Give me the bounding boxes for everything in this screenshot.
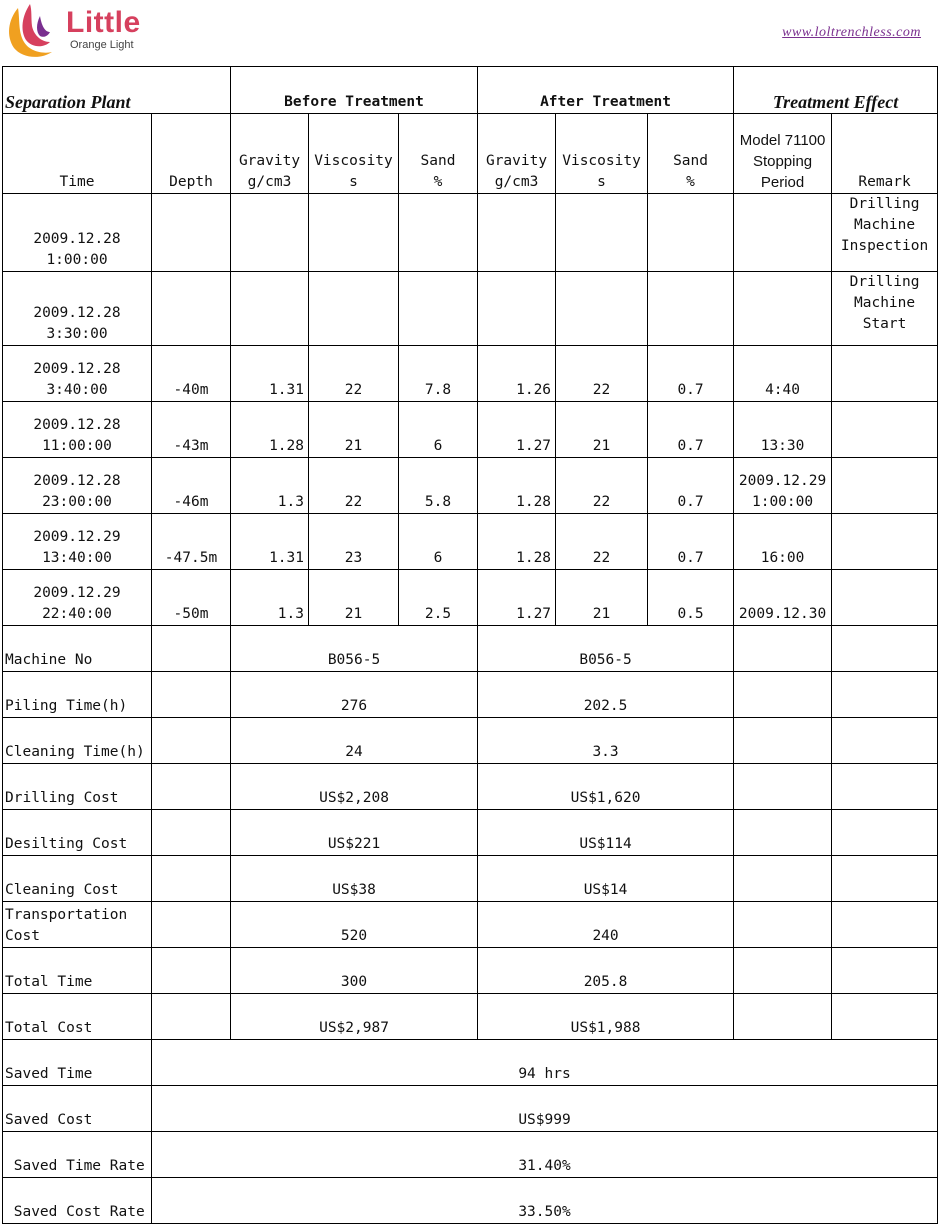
summary-label: Piling Time(h) — [3, 672, 152, 718]
summary-label: Total Time — [3, 948, 152, 994]
logo-title: Little — [66, 6, 141, 39]
after-gravity-header: Gravity g/cm3 — [478, 114, 556, 194]
after-viscosity-header: Viscosity s — [556, 114, 648, 194]
after-sand-header: Sand % — [648, 114, 734, 194]
before-gravity-cell: 1.3 — [231, 458, 309, 514]
after-sand-cell: 0.7 — [648, 402, 734, 458]
depth-cell — [152, 272, 231, 346]
before-viscosity-cell — [309, 272, 399, 346]
after-treatment-heading: After Treatment — [478, 67, 734, 114]
summary-remark-empty — [832, 948, 938, 994]
time-header: Time — [3, 114, 152, 194]
summary-stop-empty — [734, 718, 832, 764]
summary-row — [3, 994, 938, 1040]
stopping-period-header: Model 71100 Stopping Period — [734, 114, 832, 194]
savings-value: 31.40% — [152, 1132, 938, 1178]
after-gravity-cell — [478, 272, 556, 346]
before-gravity-header: Gravity g/cm3 — [231, 114, 309, 194]
summary-after-value: B056-5 — [478, 626, 734, 672]
after-viscosity-cell — [556, 272, 648, 346]
separation-plant-heading: Separation Plant — [3, 67, 231, 114]
measurement-row — [3, 346, 938, 402]
after-viscosity-cell: 21 — [556, 570, 648, 626]
summary-spacer — [152, 672, 231, 718]
treatment-effect-heading: Treatment Effect — [734, 67, 938, 114]
remark-cell — [832, 514, 938, 570]
savings-value: US$999 — [152, 1086, 938, 1132]
after-gravity-cell — [478, 194, 556, 272]
remark-cell — [832, 402, 938, 458]
summary-remark-empty — [832, 672, 938, 718]
summary-spacer — [152, 948, 231, 994]
before-gravity-cell: 1.31 — [231, 346, 309, 402]
after-gravity-cell: 1.26 — [478, 346, 556, 402]
before-sand-header: Sand % — [399, 114, 478, 194]
summary-after-value: US$114 — [478, 810, 734, 856]
summary-stop-empty — [734, 948, 832, 994]
remark-cell — [832, 570, 938, 626]
after-viscosity-cell: 21 — [556, 402, 648, 458]
time-cell: 2009.12.28 1:00:00 — [3, 194, 152, 272]
before-viscosity-header: Viscosity s — [309, 114, 399, 194]
website-link[interactable]: www.loltrenchless.com — [782, 25, 921, 40]
summary-stop-empty — [734, 902, 832, 948]
after-gravity-cell: 1.27 — [478, 402, 556, 458]
before-gravity-cell — [231, 272, 309, 346]
time-cell: 2009.12.28 11:00:00 — [3, 402, 152, 458]
remark-cell — [832, 346, 938, 402]
savings-label: Saved Cost Rate — [3, 1178, 152, 1224]
summary-spacer — [152, 764, 231, 810]
summary-remark-empty — [832, 856, 938, 902]
summary-row — [3, 718, 938, 764]
before-gravity-cell — [231, 194, 309, 272]
depth-cell: -40m — [152, 346, 231, 402]
savings-row — [3, 1040, 938, 1086]
summary-before-value: 24 — [231, 718, 478, 764]
summary-before-value: US$38 — [231, 856, 478, 902]
summary-before-value: 520 — [231, 902, 478, 948]
before-sand-cell: 6 — [399, 402, 478, 458]
after-viscosity-cell: 22 — [556, 346, 648, 402]
measurement-row — [3, 458, 938, 514]
summary-row — [3, 856, 938, 902]
summary-row — [3, 626, 938, 672]
summary-before-value: 300 — [231, 948, 478, 994]
summary-after-value: 202.5 — [478, 672, 734, 718]
before-sand-cell — [399, 272, 478, 346]
summary-stop-empty — [734, 626, 832, 672]
summary-spacer — [152, 994, 231, 1040]
summary-label: Transportation Cost — [3, 902, 152, 948]
logo-subtitle: Orange Light — [70, 39, 134, 51]
summary-before-value: B056-5 — [231, 626, 478, 672]
remark-cell: Drilling Machine Start — [832, 272, 938, 346]
stopping-period-cell: 2009.12.30 — [734, 570, 832, 626]
before-sand-cell: 2.5 — [399, 570, 478, 626]
after-sand-cell: 0.5 — [648, 570, 734, 626]
savings-label: Saved Cost — [3, 1086, 152, 1132]
before-viscosity-cell — [309, 194, 399, 272]
summary-after-value: 240 — [478, 902, 734, 948]
summary-remark-empty — [832, 718, 938, 764]
after-viscosity-cell: 22 — [556, 514, 648, 570]
after-sand-cell: 0.7 — [648, 346, 734, 402]
stopping-period-cell — [734, 272, 832, 346]
before-sand-cell: 5.8 — [399, 458, 478, 514]
stopping-period-cell — [734, 194, 832, 272]
savings-label: Saved Time Rate — [3, 1132, 152, 1178]
column-header-row — [3, 114, 938, 194]
summary-stop-empty — [734, 994, 832, 1040]
measurement-row — [3, 272, 938, 346]
summary-before-value: US$2,208 — [231, 764, 478, 810]
remark-header: Remark — [832, 114, 938, 194]
flame-logo-icon — [4, 2, 64, 60]
summary-after-value: 205.8 — [478, 948, 734, 994]
summary-spacer — [152, 856, 231, 902]
after-gravity-cell: 1.28 — [478, 514, 556, 570]
summary-row — [3, 672, 938, 718]
depth-cell: -43m — [152, 402, 231, 458]
before-viscosity-cell: 22 — [309, 346, 399, 402]
summary-spacer — [152, 626, 231, 672]
before-treatment-heading: Before Treatment — [231, 67, 478, 114]
summary-before-value: US$2,987 — [231, 994, 478, 1040]
company-logo — [4, 2, 154, 60]
summary-after-value: 3.3 — [478, 718, 734, 764]
before-viscosity-cell: 22 — [309, 458, 399, 514]
before-gravity-cell: 1.3 — [231, 570, 309, 626]
before-viscosity-cell: 21 — [309, 570, 399, 626]
summary-label: Cleaning Time(h) — [3, 718, 152, 764]
measurement-row — [3, 402, 938, 458]
summary-after-value: US$1,620 — [478, 764, 734, 810]
after-sand-cell — [648, 272, 734, 346]
stopping-period-cell: 4:40 — [734, 346, 832, 402]
summary-stop-empty — [734, 672, 832, 718]
summary-remark-empty — [832, 764, 938, 810]
after-gravity-cell: 1.28 — [478, 458, 556, 514]
remark-cell — [832, 458, 938, 514]
before-gravity-cell: 1.28 — [231, 402, 309, 458]
summary-label: Total Cost — [3, 994, 152, 1040]
summary-remark-empty — [832, 994, 938, 1040]
summary-before-value: US$221 — [231, 810, 478, 856]
depth-cell: -46m — [152, 458, 231, 514]
depth-cell: -50m — [152, 570, 231, 626]
measurement-row — [3, 570, 938, 626]
before-sand-cell — [399, 194, 478, 272]
summary-remark-empty — [832, 902, 938, 948]
savings-row — [3, 1132, 938, 1178]
before-gravity-cell: 1.31 — [231, 514, 309, 570]
measurement-row — [3, 514, 938, 570]
summary-spacer — [152, 718, 231, 764]
section-header-row — [3, 67, 938, 114]
summary-stop-empty — [734, 856, 832, 902]
summary-remark-empty — [832, 626, 938, 672]
summary-before-value: 276 — [231, 672, 478, 718]
before-sand-cell: 6 — [399, 514, 478, 570]
after-sand-cell: 0.7 — [648, 458, 734, 514]
before-sand-cell: 7.8 — [399, 346, 478, 402]
summary-stop-empty — [734, 810, 832, 856]
summary-after-value: US$14 — [478, 856, 734, 902]
time-cell: 2009.12.28 23:00:00 — [3, 458, 152, 514]
savings-value: 94 hrs — [152, 1040, 938, 1086]
summary-spacer — [152, 810, 231, 856]
time-cell: 2009.12.28 3:30:00 — [3, 272, 152, 346]
summary-after-value: US$1,988 — [478, 994, 734, 1040]
measurement-row — [3, 194, 938, 272]
summary-remark-empty — [832, 810, 938, 856]
after-sand-cell: 0.7 — [648, 514, 734, 570]
separation-plant-table — [2, 66, 938, 1224]
summary-row — [3, 764, 938, 810]
summary-label: Drilling Cost — [3, 764, 152, 810]
savings-value: 33.50% — [152, 1178, 938, 1224]
after-viscosity-cell — [556, 194, 648, 272]
depth-cell: -47.5m — [152, 514, 231, 570]
summary-row — [3, 810, 938, 856]
summary-stop-empty — [734, 764, 832, 810]
after-gravity-cell: 1.27 — [478, 570, 556, 626]
depth-header: Depth — [152, 114, 231, 194]
stopping-period-cell: 2009.12.29 1:00:00 — [734, 458, 832, 514]
remark-cell: Drilling Machine Inspection — [832, 194, 938, 272]
stopping-period-cell: 16:00 — [734, 514, 832, 570]
savings-row — [3, 1178, 938, 1224]
summary-label: Machine No — [3, 626, 152, 672]
summary-spacer — [152, 902, 231, 948]
savings-label: Saved Time — [3, 1040, 152, 1086]
time-cell: 2009.12.28 3:40:00 — [3, 346, 152, 402]
time-cell: 2009.12.29 22:40:00 — [3, 570, 152, 626]
stopping-period-cell: 13:30 — [734, 402, 832, 458]
after-sand-cell — [648, 194, 734, 272]
before-viscosity-cell: 23 — [309, 514, 399, 570]
summary-row — [3, 948, 938, 994]
summary-label: Desilting Cost — [3, 810, 152, 856]
after-viscosity-cell: 22 — [556, 458, 648, 514]
savings-row — [3, 1086, 938, 1132]
before-viscosity-cell: 21 — [309, 402, 399, 458]
summary-row — [3, 902, 938, 948]
summary-label: Cleaning Cost — [3, 856, 152, 902]
depth-cell — [152, 194, 231, 272]
time-cell: 2009.12.29 13:40:00 — [3, 514, 152, 570]
